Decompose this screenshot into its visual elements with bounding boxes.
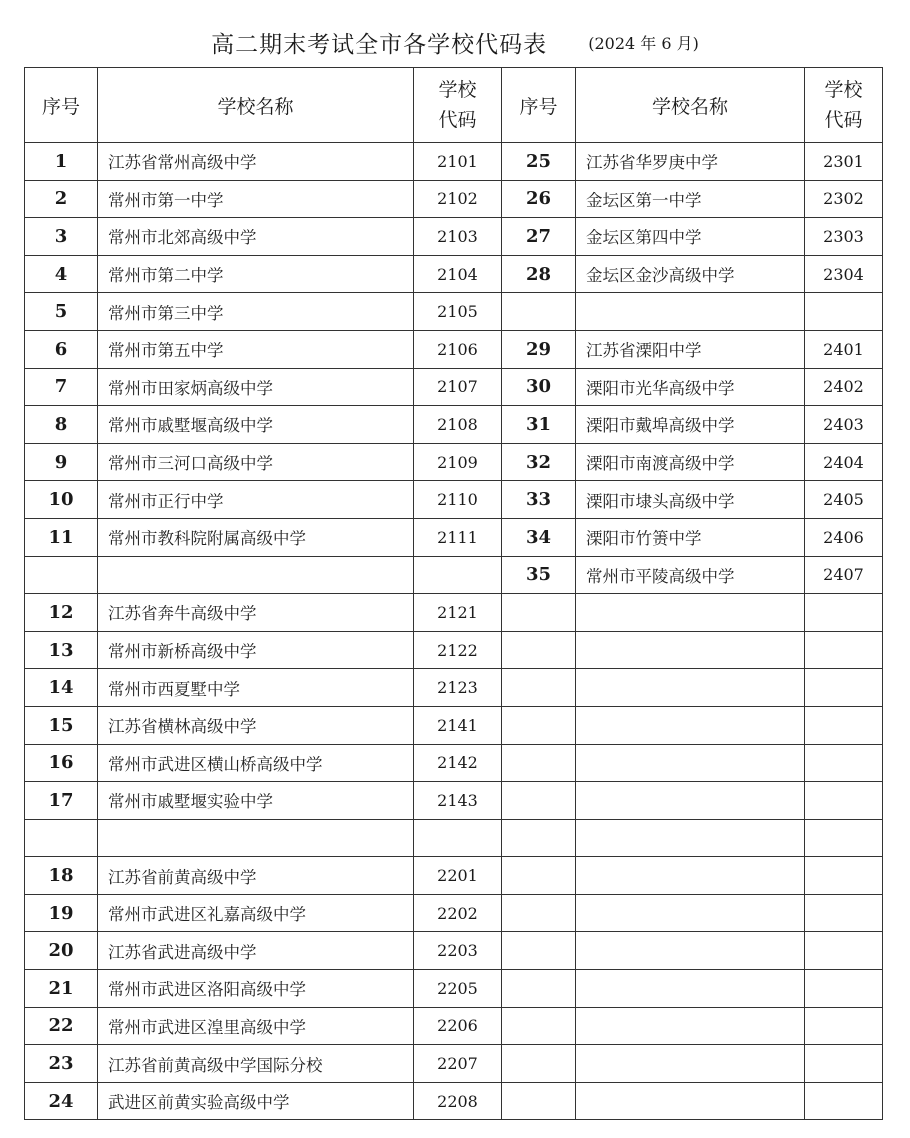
right-school-name-cell: 溧阳市光华高级中学	[576, 368, 805, 406]
right-school-code-cell	[805, 744, 883, 782]
right-seq-cell	[502, 894, 576, 932]
right-school-code-cell: 2402	[805, 368, 883, 406]
left-school-code-cell: 2103	[414, 218, 502, 256]
table-row	[25, 218, 883, 256]
right-school-name-cell	[576, 894, 805, 932]
right-seq-cell: 34	[502, 518, 576, 556]
left-school-name-cell: 常州市武进区洛阳高级中学	[98, 970, 414, 1008]
table-row	[25, 706, 883, 744]
left-school-name-cell: 常州市第三中学	[98, 293, 414, 331]
left-school-name-cell: 江苏省前黄高级中学	[98, 857, 414, 895]
header-code-right-line2: 代码	[824, 109, 863, 131]
right-school-name-cell	[576, 594, 805, 632]
table-row	[25, 1007, 883, 1045]
left-seq-cell: 17	[25, 782, 98, 820]
header-code-right-line1: 学校	[824, 79, 863, 101]
table-row	[25, 970, 883, 1008]
left-school-code-cell: 2106	[414, 330, 502, 368]
right-seq-cell	[502, 1045, 576, 1083]
left-seq-cell: 11	[25, 518, 98, 556]
table-row	[25, 293, 883, 331]
table-row	[25, 255, 883, 293]
table-row	[25, 819, 883, 857]
right-school-code-cell	[805, 857, 883, 895]
left-seq-cell: 13	[25, 631, 98, 669]
right-school-code-cell	[805, 819, 883, 857]
page-title	[0, 26, 910, 56]
right-school-code-cell: 2404	[805, 443, 883, 481]
right-seq-cell: 31	[502, 406, 576, 444]
right-school-code-cell	[805, 1082, 883, 1120]
table-row	[25, 594, 883, 632]
left-school-code-cell: 2143	[414, 782, 502, 820]
header-name-right: 学校名称	[576, 68, 805, 143]
right-school-code-cell	[805, 669, 883, 707]
left-seq-cell	[25, 556, 98, 594]
table-row	[25, 143, 883, 181]
right-school-name-cell: 溧阳市南渡高级中学	[576, 443, 805, 481]
right-school-name-cell	[576, 631, 805, 669]
table-row	[25, 894, 883, 932]
right-school-code-cell	[805, 594, 883, 632]
right-seq-cell	[502, 706, 576, 744]
left-seq-cell: 6	[25, 330, 98, 368]
left-school-code-cell: 2123	[414, 669, 502, 707]
left-school-name-cell: 常州市第一中学	[98, 180, 414, 218]
right-seq-cell: 26	[502, 180, 576, 218]
left-school-code-cell: 2102	[414, 180, 502, 218]
left-seq-cell: 21	[25, 970, 98, 1008]
right-school-name-cell	[576, 744, 805, 782]
right-school-name-cell	[576, 857, 805, 895]
right-seq-cell	[502, 293, 576, 331]
right-school-name-cell: 溧阳市竹箦中学	[576, 518, 805, 556]
right-seq-cell: 33	[502, 481, 576, 519]
right-school-name-cell	[576, 1082, 805, 1120]
left-seq-cell: 8	[25, 406, 98, 444]
right-seq-cell	[502, 669, 576, 707]
right-school-code-cell: 2304	[805, 255, 883, 293]
left-school-code-cell: 2208	[414, 1082, 502, 1120]
right-school-name-cell	[576, 819, 805, 857]
left-seq-cell: 15	[25, 706, 98, 744]
title-main: 高二期末考试全市各学校代码表	[211, 32, 548, 58]
right-school-name-cell: 溧阳市埭头高级中学	[576, 481, 805, 519]
table-row	[25, 744, 883, 782]
right-seq-cell	[502, 1007, 576, 1045]
table-row	[25, 443, 883, 481]
right-seq-cell	[502, 857, 576, 895]
right-seq-cell	[502, 744, 576, 782]
table-row	[25, 180, 883, 218]
left-school-name-cell: 常州市教科院附属高级中学	[98, 518, 414, 556]
left-school-code-cell: 2111	[414, 518, 502, 556]
table-row	[25, 669, 883, 707]
table-row	[25, 330, 883, 368]
left-seq-cell	[25, 819, 98, 857]
right-school-code-cell	[805, 706, 883, 744]
header-name-left: 学校名称	[98, 68, 414, 143]
left-school-name-cell: 常州市新桥高级中学	[98, 631, 414, 669]
right-school-code-cell	[805, 894, 883, 932]
header-code-left	[414, 68, 502, 143]
right-school-code-cell	[805, 1007, 883, 1045]
right-school-code-cell: 2401	[805, 330, 883, 368]
right-seq-cell	[502, 782, 576, 820]
right-school-code-cell	[805, 631, 883, 669]
header-seq-left: 序号	[25, 68, 98, 143]
table-row	[25, 631, 883, 669]
right-seq-cell	[502, 970, 576, 1008]
right-school-code-cell: 2302	[805, 180, 883, 218]
left-school-code-cell: 2141	[414, 706, 502, 744]
left-school-code-cell: 2202	[414, 894, 502, 932]
left-school-code-cell	[414, 556, 502, 594]
left-seq-cell: 20	[25, 932, 98, 970]
right-seq-cell: 32	[502, 443, 576, 481]
left-school-name-cell: 江苏省常州高级中学	[98, 143, 414, 181]
left-school-name-cell: 江苏省横林高级中学	[98, 706, 414, 744]
left-seq-cell: 2	[25, 180, 98, 218]
right-school-code-cell	[805, 1045, 883, 1083]
left-school-name-cell: 常州市西夏墅中学	[98, 669, 414, 707]
left-school-name-cell: 常州市第五中学	[98, 330, 414, 368]
table-row	[25, 782, 883, 820]
right-school-code-cell: 2405	[805, 481, 883, 519]
header-seq-right: 序号	[502, 68, 576, 143]
left-seq-cell: 3	[25, 218, 98, 256]
right-school-name-cell: 江苏省溧阳中学	[576, 330, 805, 368]
left-school-name-cell: 常州市北郊高级中学	[98, 218, 414, 256]
title-date: (2024 年 6 月)	[588, 34, 699, 53]
left-school-name-cell: 常州市田家炳高级中学	[98, 368, 414, 406]
right-seq-cell: 25	[502, 143, 576, 181]
header-code-left-line1: 学校	[438, 79, 477, 101]
right-seq-cell	[502, 932, 576, 970]
header-code-left-line2: 代码	[438, 109, 477, 131]
left-seq-cell: 19	[25, 894, 98, 932]
left-school-code-cell: 2142	[414, 744, 502, 782]
right-school-name-cell	[576, 782, 805, 820]
left-school-name-cell: 江苏省奔牛高级中学	[98, 594, 414, 632]
right-school-name-cell	[576, 1045, 805, 1083]
right-school-name-cell	[576, 932, 805, 970]
left-school-name-cell: 江苏省武进高级中学	[98, 932, 414, 970]
left-school-name-cell: 常州市戚墅堰实验中学	[98, 782, 414, 820]
table-body	[25, 143, 883, 1120]
right-school-name-cell: 江苏省华罗庚中学	[576, 143, 805, 181]
header-row	[25, 68, 883, 143]
right-seq-cell: 30	[502, 368, 576, 406]
right-school-name-cell	[576, 706, 805, 744]
left-school-code-cell: 2205	[414, 970, 502, 1008]
left-school-code-cell: 2101	[414, 143, 502, 181]
right-seq-cell: 35	[502, 556, 576, 594]
table-row	[25, 368, 883, 406]
right-school-name-cell: 常州市平陵高级中学	[576, 556, 805, 594]
right-school-code-cell: 2407	[805, 556, 883, 594]
left-school-code-cell: 2207	[414, 1045, 502, 1083]
right-school-code-cell: 2303	[805, 218, 883, 256]
left-school-name-cell: 常州市三河口高级中学	[98, 443, 414, 481]
left-school-code-cell: 2108	[414, 406, 502, 444]
right-school-name-cell: 溧阳市戴埠高级中学	[576, 406, 805, 444]
left-school-code-cell: 2201	[414, 857, 502, 895]
left-school-code-cell: 2109	[414, 443, 502, 481]
right-seq-cell	[502, 631, 576, 669]
left-seq-cell: 14	[25, 669, 98, 707]
table-row	[25, 556, 883, 594]
right-seq-cell	[502, 1082, 576, 1120]
left-school-name-cell	[98, 556, 414, 594]
left-school-code-cell: 2107	[414, 368, 502, 406]
right-school-code-cell	[805, 932, 883, 970]
right-school-code-cell: 2301	[805, 143, 883, 181]
right-school-code-cell	[805, 293, 883, 331]
left-seq-cell: 5	[25, 293, 98, 331]
left-school-name-cell: 常州市武进区礼嘉高级中学	[98, 894, 414, 932]
right-school-code-cell	[805, 782, 883, 820]
right-school-code-cell: 2406	[805, 518, 883, 556]
left-seq-cell: 16	[25, 744, 98, 782]
left-seq-cell: 9	[25, 443, 98, 481]
table-row	[25, 406, 883, 444]
table-row	[25, 518, 883, 556]
left-school-name-cell: 江苏省前黄高级中学国际分校	[98, 1045, 414, 1083]
left-seq-cell: 10	[25, 481, 98, 519]
left-school-code-cell: 2105	[414, 293, 502, 331]
right-seq-cell: 29	[502, 330, 576, 368]
right-school-name-cell: 金坛区第四中学	[576, 218, 805, 256]
left-school-name-cell	[98, 819, 414, 857]
right-seq-cell: 28	[502, 255, 576, 293]
left-seq-cell: 1	[25, 143, 98, 181]
right-school-name-cell: 金坛区第一中学	[576, 180, 805, 218]
left-seq-cell: 23	[25, 1045, 98, 1083]
table-row	[25, 857, 883, 895]
right-school-name-cell	[576, 293, 805, 331]
left-school-name-cell: 常州市戚墅堰高级中学	[98, 406, 414, 444]
left-school-code-cell: 2121	[414, 594, 502, 632]
right-school-name-cell: 金坛区金沙高级中学	[576, 255, 805, 293]
right-school-name-cell	[576, 1007, 805, 1045]
left-school-name-cell: 常州市武进区横山桥高级中学	[98, 744, 414, 782]
left-school-name-cell: 常州市正行中学	[98, 481, 414, 519]
left-school-code-cell: 2110	[414, 481, 502, 519]
right-seq-cell	[502, 819, 576, 857]
left-school-name-cell: 常州市第二中学	[98, 255, 414, 293]
school-code-table	[24, 67, 883, 1120]
left-seq-cell: 22	[25, 1007, 98, 1045]
right-seq-cell: 27	[502, 218, 576, 256]
left-school-code-cell: 2104	[414, 255, 502, 293]
right-school-code-cell: 2403	[805, 406, 883, 444]
right-seq-cell	[502, 594, 576, 632]
table-row	[25, 1045, 883, 1083]
left-school-code-cell	[414, 819, 502, 857]
left-seq-cell: 7	[25, 368, 98, 406]
left-seq-cell: 24	[25, 1082, 98, 1120]
right-school-name-cell	[576, 970, 805, 1008]
left-school-code-cell: 2122	[414, 631, 502, 669]
left-school-code-cell: 2203	[414, 932, 502, 970]
table-row	[25, 932, 883, 970]
right-school-name-cell	[576, 669, 805, 707]
left-school-code-cell: 2206	[414, 1007, 502, 1045]
left-school-name-cell: 常州市武进区湟里高级中学	[98, 1007, 414, 1045]
left-seq-cell: 12	[25, 594, 98, 632]
left-school-name-cell: 武进区前黄实验高级中学	[98, 1082, 414, 1120]
table-row	[25, 1082, 883, 1120]
left-seq-cell: 4	[25, 255, 98, 293]
header-code-right	[805, 68, 883, 143]
right-school-code-cell	[805, 970, 883, 1008]
left-seq-cell: 18	[25, 857, 98, 895]
table-row	[25, 481, 883, 519]
